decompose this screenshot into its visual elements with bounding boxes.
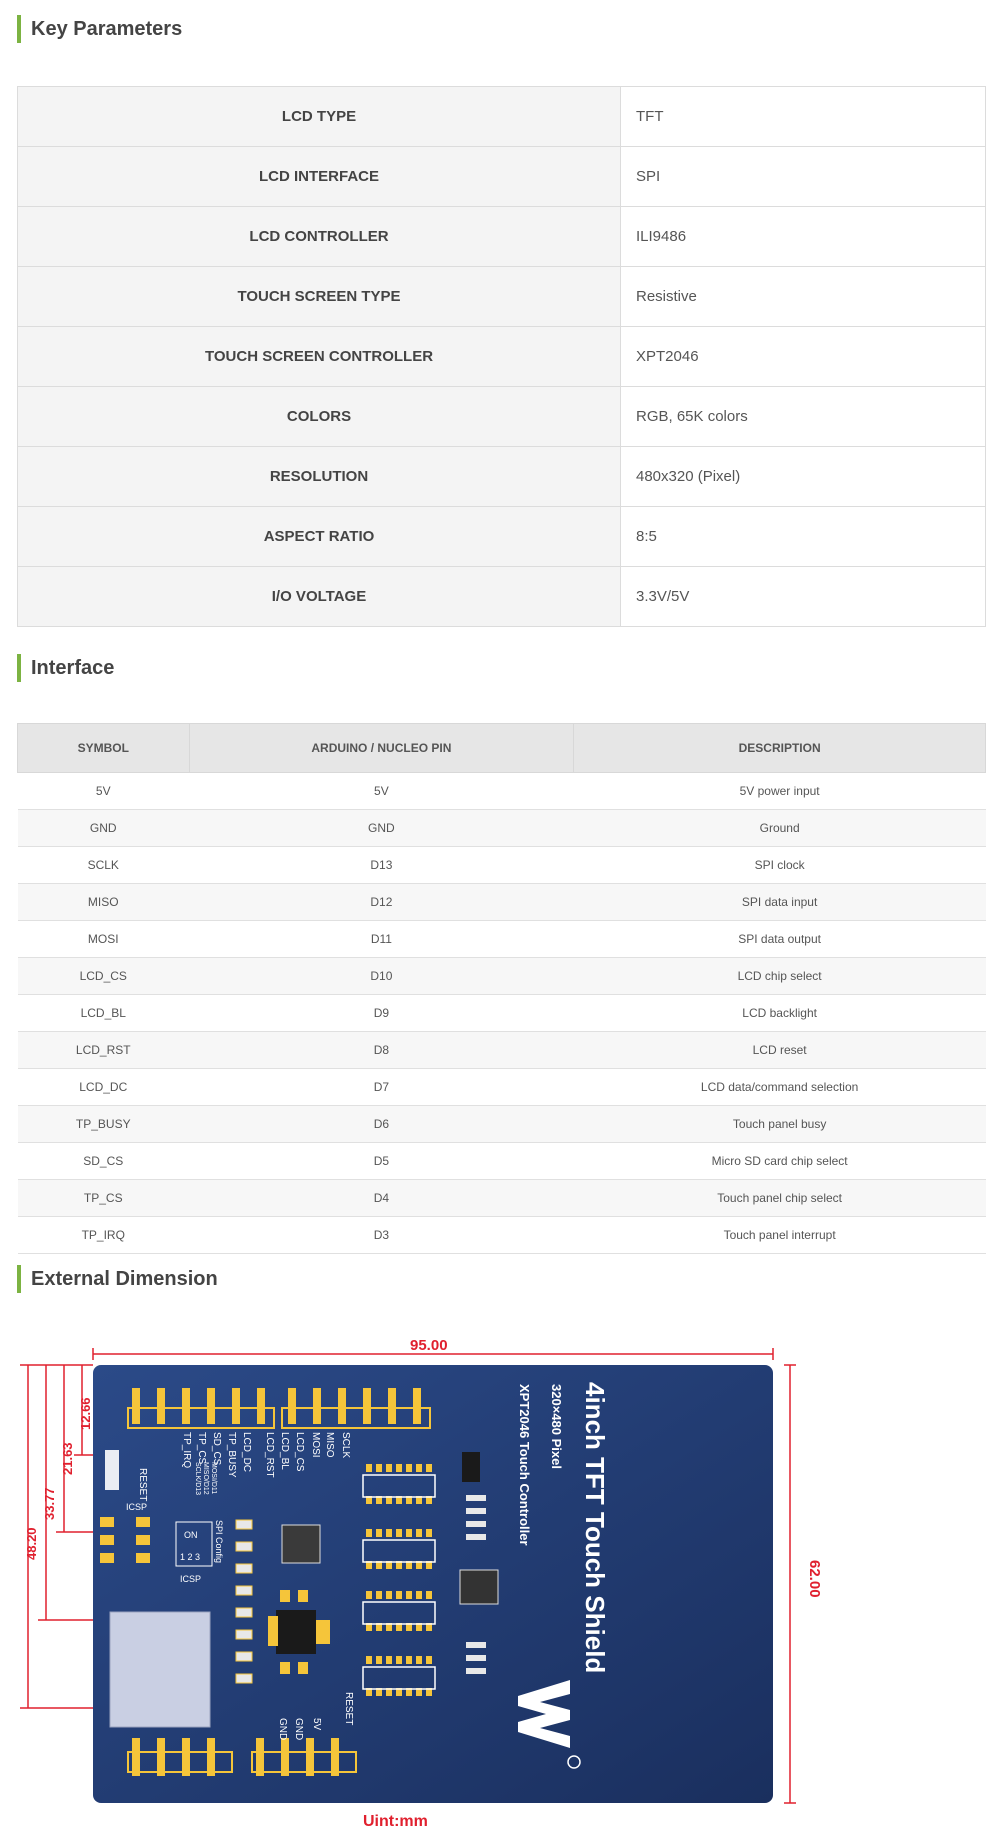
interface-cell: D10 bbox=[189, 958, 574, 995]
interface-row bbox=[18, 1217, 986, 1254]
power-pin-label: RESET bbox=[343, 1692, 354, 1726]
key-parameter-row bbox=[18, 147, 986, 207]
dim-12-66: 12.66 bbox=[78, 1397, 93, 1430]
interface-cell: D12 bbox=[189, 884, 574, 921]
interface-row bbox=[18, 1143, 986, 1180]
dim-48-20: 48.20 bbox=[24, 1527, 39, 1560]
parameter-value: RGB, 65K colors bbox=[621, 387, 986, 447]
parameter-label: TOUCH SCREEN CONTROLLER bbox=[18, 327, 621, 387]
key-parameter-row bbox=[18, 87, 986, 147]
parameter-label: LCD INTERFACE bbox=[18, 147, 621, 207]
power-pin-label: GND bbox=[277, 1718, 288, 1741]
interface-cell: 5V power input bbox=[574, 773, 986, 810]
parameter-value: Resistive bbox=[621, 267, 986, 327]
interface-cell: TP_IRQ bbox=[18, 1217, 190, 1254]
key-parameter-row bbox=[18, 267, 986, 327]
board-pin-label: SCLK bbox=[340, 1432, 351, 1459]
interface-row bbox=[18, 1032, 986, 1069]
interface-row bbox=[18, 1069, 986, 1106]
width-dimension: 95.00 bbox=[410, 1337, 448, 1354]
spi-pin-label: SCLK/D13 bbox=[194, 1462, 201, 1496]
interface-cell: MISO bbox=[18, 884, 190, 921]
board-sub1: 320×480 Pixel bbox=[549, 1384, 564, 1469]
interface-table bbox=[17, 723, 986, 1254]
interface-cell: D4 bbox=[189, 1180, 574, 1217]
spi-pin-label: MOSI/D11 bbox=[210, 1462, 217, 1495]
interface-cell: LCD_BL bbox=[18, 995, 190, 1032]
interface-row bbox=[18, 995, 986, 1032]
interface-cell: Micro SD card chip select bbox=[574, 1143, 986, 1180]
power-pin-label: 5V bbox=[311, 1718, 322, 1731]
board-pin-label: SD_CS bbox=[211, 1432, 222, 1466]
dim-33-77: 33.77 bbox=[42, 1487, 57, 1520]
interface-cell: SPI data output bbox=[574, 921, 986, 958]
interface-cell: D3 bbox=[189, 1217, 574, 1254]
interface-cell: D8 bbox=[189, 1032, 574, 1069]
interface-cell: D13 bbox=[189, 847, 574, 884]
dim-21-63: 21.63 bbox=[60, 1442, 75, 1475]
interface-row bbox=[18, 773, 986, 810]
interface-cell: LCD reset bbox=[574, 1032, 986, 1069]
board-pin-label: MOSI bbox=[310, 1432, 321, 1458]
key-parameter-row bbox=[18, 327, 986, 387]
reset-button bbox=[105, 1450, 119, 1490]
parameter-label: LCD TYPE bbox=[18, 87, 621, 147]
power-pin-label: GND bbox=[293, 1718, 304, 1741]
sd-card-slot bbox=[110, 1612, 210, 1727]
parameter-label: RESOLUTION bbox=[18, 447, 621, 507]
interface-cell: GND bbox=[18, 810, 190, 847]
interface-cell: Touch panel chip select bbox=[574, 1180, 986, 1217]
icsp-label-top: ICSP bbox=[126, 1502, 148, 1512]
spi-config-label: SPI Config bbox=[214, 1520, 224, 1564]
spi-pin-label: MISO/D12 bbox=[202, 1462, 209, 1495]
parameter-label: COLORS bbox=[18, 387, 621, 447]
board-pin-label: TP_BUSY bbox=[226, 1432, 237, 1478]
interface-cell: MOSI bbox=[18, 921, 190, 958]
interface-cell: D11 bbox=[189, 921, 574, 958]
interface-cell: TP_BUSY bbox=[18, 1106, 190, 1143]
key-parameter-row bbox=[18, 567, 986, 627]
interface-cell: GND bbox=[189, 810, 574, 847]
interface-cell: LCD_DC bbox=[18, 1069, 190, 1106]
parameter-value: 480x320 (Pixel) bbox=[621, 447, 986, 507]
reset-label: RESET bbox=[137, 1468, 148, 1502]
interface-row bbox=[18, 1180, 986, 1217]
icsp-label-bottom: ICSP bbox=[180, 1574, 202, 1584]
parameter-label: I/O VOLTAGE bbox=[18, 567, 621, 627]
interface-cell: D7 bbox=[189, 1069, 574, 1106]
switch-nums-label: 1 2 3 bbox=[180, 1552, 201, 1562]
parameter-value: XPT2046 bbox=[621, 327, 986, 387]
interface-cell: 5V bbox=[189, 773, 574, 810]
board-pin-label: TP_CS bbox=[196, 1432, 207, 1465]
switch-on-label: ON bbox=[184, 1530, 198, 1540]
interface-cell: LCD backlight bbox=[574, 995, 986, 1032]
interface-header-cell: ARDUINO / NUCLEO PIN bbox=[189, 724, 574, 773]
interface-cell: Touch panel busy bbox=[574, 1106, 986, 1143]
interface-header-cell: SYMBOL bbox=[18, 724, 190, 773]
parameter-label: TOUCH SCREEN TYPE bbox=[18, 267, 621, 327]
parameter-label: ASPECT RATIO bbox=[18, 507, 621, 567]
board-pin-label: LCD_BL bbox=[279, 1432, 290, 1470]
key-parameter-row bbox=[18, 207, 986, 267]
board-pin-label: MISO bbox=[324, 1432, 335, 1458]
parameter-value: 3.3V/5V bbox=[621, 567, 986, 627]
board-pin-label: LCD_RST bbox=[264, 1432, 275, 1478]
interface-cell: SPI data input bbox=[574, 884, 986, 921]
ic-chip-1 bbox=[282, 1525, 320, 1563]
interface-cell: LCD_CS bbox=[18, 958, 190, 995]
height-dimension: 62.00 bbox=[806, 1560, 823, 1598]
interface-header-cell: DESCRIPTION bbox=[574, 724, 986, 773]
interface-cell: D5 bbox=[189, 1143, 574, 1180]
board-pin-label: TP_IRQ bbox=[181, 1432, 192, 1469]
interface-cell: Touch panel interrupt bbox=[574, 1217, 986, 1254]
interface-cell: LCD chip select bbox=[574, 958, 986, 995]
interface-cell: SPI clock bbox=[574, 847, 986, 884]
unit-label: Uint:mm bbox=[363, 1813, 428, 1830]
interface-row bbox=[18, 1106, 986, 1143]
parameter-value: ILI9486 bbox=[621, 207, 986, 267]
parameter-value: SPI bbox=[621, 147, 986, 207]
interface-cell: SD_CS bbox=[18, 1143, 190, 1180]
regulator bbox=[276, 1610, 316, 1654]
interface-cell: D6 bbox=[189, 1106, 574, 1143]
board-pin-label: LCD_DC bbox=[241, 1432, 252, 1473]
interface-cell: TP_CS bbox=[18, 1180, 190, 1217]
interface-row bbox=[18, 810, 986, 847]
interface-cell: 5V bbox=[18, 773, 190, 810]
interface-cell: SCLK bbox=[18, 847, 190, 884]
dimension-drawing bbox=[0, 1320, 1003, 1834]
parameter-value: 8:5 bbox=[621, 507, 986, 567]
interface-cell: LCD_RST bbox=[18, 1032, 190, 1069]
pcb-board bbox=[93, 1365, 773, 1803]
board-title: 4inch TFT Touch Shield bbox=[580, 1382, 610, 1674]
parameter-value: TFT bbox=[621, 87, 986, 147]
interface-cell: D9 bbox=[189, 995, 574, 1032]
key-parameter-row bbox=[18, 447, 986, 507]
interface-cell: Ground bbox=[574, 810, 986, 847]
interface-row bbox=[18, 847, 986, 884]
interface-header-row bbox=[18, 724, 986, 773]
key-parameter-row bbox=[18, 507, 986, 567]
section-title-interface: Interface bbox=[17, 654, 114, 682]
section-title-external-dimension: External Dimension bbox=[17, 1265, 218, 1293]
interface-cell: LCD data/command selection bbox=[574, 1069, 986, 1106]
key-parameter-row bbox=[18, 387, 986, 447]
board-pin-label: LCD_CS bbox=[294, 1432, 305, 1472]
section-title-key-parameters: Key Parameters bbox=[17, 15, 182, 43]
interface-row bbox=[18, 884, 986, 921]
parameter-label: LCD CONTROLLER bbox=[18, 207, 621, 267]
board-sub2: XPT2046 Touch Controller bbox=[517, 1384, 532, 1546]
key-parameters-table bbox=[17, 86, 986, 627]
interface-row bbox=[18, 958, 986, 995]
interface-row bbox=[18, 921, 986, 958]
